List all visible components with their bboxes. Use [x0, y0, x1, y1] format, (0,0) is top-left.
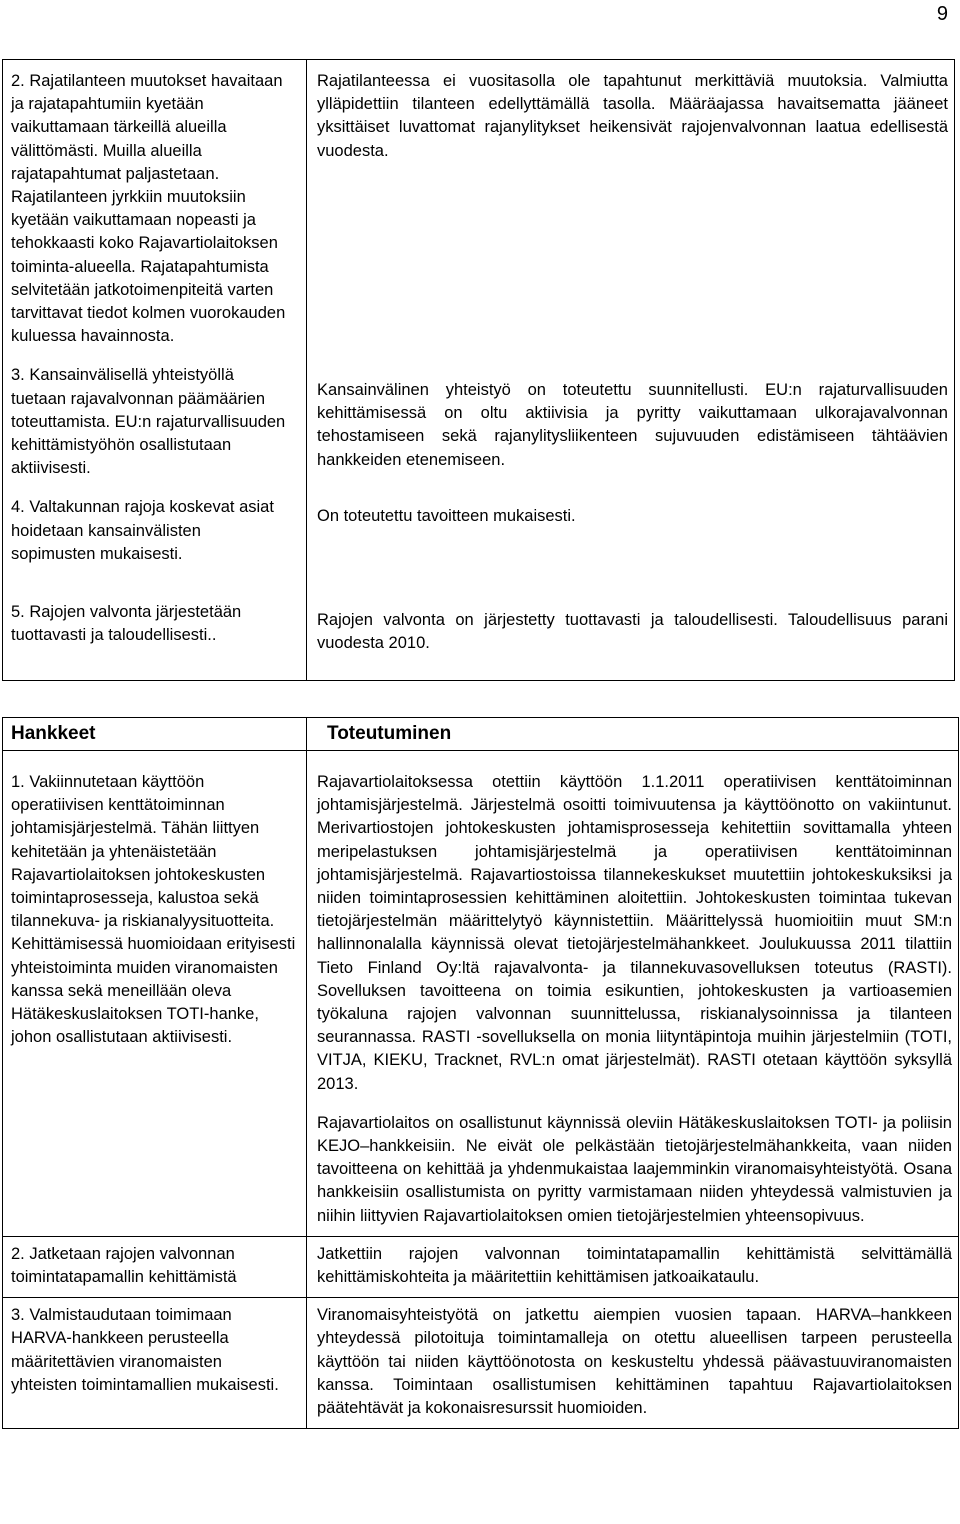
realization-2: Jatkettiin rajojen valvonnan toimintatapamallin kehittämistä selvittämällä kehittämiskohteita ja määritettiin kehittämisen jatkoaikataulu. [317, 1244, 952, 1287]
realization-cell [307, 1236, 959, 1297]
project-1: 1. Vakiinnutetaan käyttöön operatiivisen kenttätoiminnan johtamisjärjestelmä. Tähän liittyen kehitetään ja yhtenäistetään Rajavartiolaitoksen johtokeskusten toimintaprosesseja, kalustoa sekä tilannekuva- ja riskianalyysituotteita. Kehittämisessä huomioidaan erityisesti yhteistoiminta muiden viranomaisten kanssa sekä meneillään oleva Hätäkeskuslaitoksen TOTI-hanke, johon osallistutaan aktiivisesti. [11, 773, 296, 1047]
project-cell [3, 1236, 307, 1297]
goal-4: 4. Valtakunnan rajoja koskevat asiat hoidetaan kansainvälisten sopimusten mukaisesti. [11, 498, 274, 563]
result-4: On toteutettu tavoitteen mukaisesti. [317, 507, 576, 525]
result-2: Rajatilanteessa ei vuositasolla ole tapahtunut merkittäviä muutoksia. Valmiutta ylläpidettiin tilanteen edellyttämällä tasolla. Määräajassa havaitsematta jääneet yksittäiset luvattomat rajanylitykset heikensivät rajojenvalvonnan laatua edellisestä vuodesta. [317, 72, 948, 160]
objectives-row [3, 60, 955, 681]
table-row [3, 1298, 959, 1429]
result-3: Kansainvälinen yhteistyö on toteutettu suunnitellusti. EU:n rajaturvallisuuden kehittämisessä on oltu aktiivisia ja pyritty vaikuttamaan ulkorajavalvonnan tehostamiseen sekä rajanylitysliikenteen sujuvuuden edistämiseen tähtäävien hankkeiden etenemiseen. [317, 381, 948, 469]
goal-2: 2. Rajatilanteen muutokset havaitaan ja rajatapahtumiin kyetään vaikuttamaan tärkeillä alueilla välittömästi. Muilla alueilla rajatapahtumat paljastetaan. Rajatilanteen jyrkkiin muutoksiin kyetään vaikuttamaan nopeasti ja tehokkaasti koko Rajavartiolaitoksen toiminta-alueella. Rajatapahtumista selvitetään jatkotoimenpiteitä varten tarvittavat tiedot kolmen vuorokauden kuluessa havainnosta. [11, 72, 286, 346]
project-cell [3, 1298, 307, 1429]
goals-cell [3, 60, 307, 681]
page-number: 9 [936, 3, 948, 25]
table-row [3, 751, 959, 1237]
projects-table [2, 717, 959, 1429]
goal-5: 5. Rajojen valvonta järjestetään tuottavasti ja taloudellisesti.. [11, 603, 242, 645]
project-3: 3. Valmistaudutaan toimimaan HARVA-hankkeen perusteella määritettävien viranomaisten yhteisten toimintamallien mukaisesti. [11, 1306, 279, 1394]
result-5: Rajojen valvonta on järjestetty tuottavasti ja taloudellisesti. Taloudellisuus parani vuodesta 2010. [317, 611, 948, 653]
table-row [3, 1236, 959, 1297]
realization-1b: Rajavartiolaitos on osallistunut käynnissä oleviin Hätäkeskuslaitoksen TOTI- ja poliisin KEJO–hankkeisiin. Ne eivät ole pelkästään tietojärjestelmähankkeita, vaan niiden tavoitteena on kehittää ja yhdenmukaistaa laajemminkin viranomaisyhteistyötä. Osana hankkeisiin osallistumista on pyritty varmistamaan niiden yhteydessä valmistuvien ja niihin liittyvien Rajavartiolaitoksen omien tietojärjestelmien yhteensopivuus. [317, 1113, 952, 1225]
objectives-table [2, 59, 955, 681]
project-2: 2. Jatketaan rajojen valvonnan toimintatapamallin kehittämistä [11, 1244, 237, 1287]
results-cell [307, 60, 955, 681]
realization-1a: Rajavartiolaitoksessa otettiin käyttöön 1.1.2011 operatiivisen kenttätoiminnan johtamisjärjestelmä. Järjestelmä osoitti toimivuutensa ja käyttöönotto on vakiintunut. Merivartiostojen johtokeskusten johtamisprosesseja kehitettiin sovittamalla yhteen meripelastuksen johtamisjärjestelmä ja operatiivisen kenttätoiminnan johtamisjärjestelmä. Rajavartiostoissa tilannekeskukset muutettiin johtokeskuksiksi ja niiden toimintaprosessien kehittäminen aloitettiin. Johtokeskusten toimintaa tukevan tietojärjestelmän määrittelytyö käynnistettiin. Määrittelyssä huomioitiin muut SM:n hallinnonalalla käynnissä olevat tietojärjestelmähankkeet. Joulukuussa 2011 tilattiin Tieto Finland Oy:ltä rajavalvonta- ja tilannekuvasovelluksen toteutus (RASTI). Sovelluksen tavoitteena on toimia esikuntien, johtokeskusten ja vartioasemien työkaluna rajojen valvonnan suunnittelussa, riskianalysoinnissa ja tilanteen seurannassa. RASTI -sovelluksella on monia liityntäpintoja muihin järjestelmiin (TOTI, VITJA, KIEKU, Tracknet, RVL:n omat järjestelmät). RASTI otetaan käyttöön syksyllä 2013. [317, 773, 952, 1093]
realization-cell [307, 1298, 959, 1429]
realization-cell [307, 751, 959, 1237]
goal-3: 3. Kansainvälisellä yhteistyöllä tuetaan rajavalvonnan päämäärien toteuttamista. EU:n rajaturvallisuuden kehittämistyöhön osallistutaan aktiivisesti. [11, 366, 286, 478]
header-realization: Toteutuminen [307, 718, 959, 751]
realization-3: Viranomaisyhteistyötä on jatkettu aiempien vuosien tapaan. HARVA–hankkeen yhteydessä pilotoituja toimintamalleja on otettu alueellisen tarpeen perusteella käyttöön tai niiden käyttöönotosta on keskusteltu yhdessä päävastuuviranomaisten kanssa. Toimintaan osallistumisen kehittäminen tapahtuu Rajavartiolaitoksen päätehtävät ja kokonaisresurssit huomioiden. [317, 1306, 952, 1418]
projects-header-row [3, 718, 959, 751]
header-projects: Hankkeet [3, 718, 307, 751]
project-cell [3, 751, 307, 1237]
